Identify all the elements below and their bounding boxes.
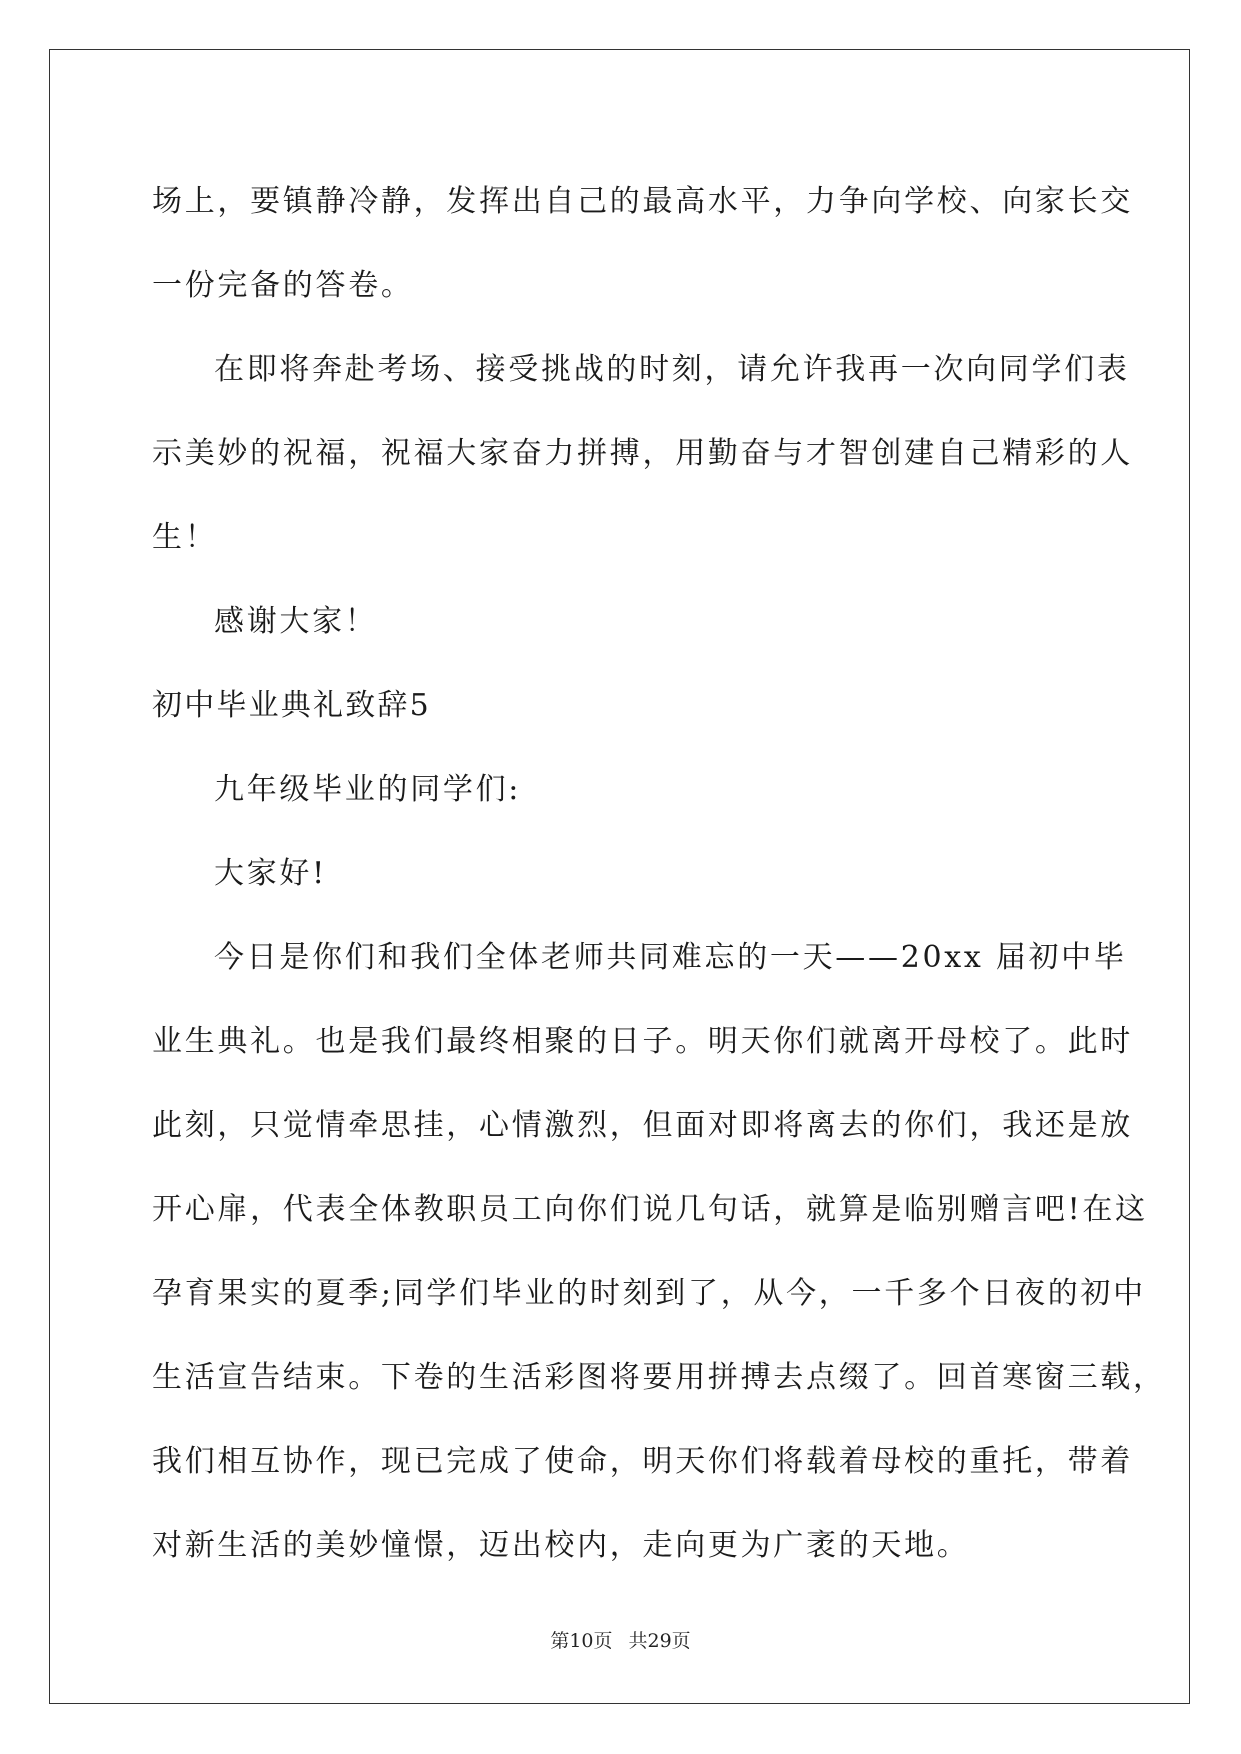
paragraph-line: 生！ [152, 520, 218, 555]
paragraph-line: 对新生活的美妙憧憬，迈出校内，走向更为广袤的天地。 [152, 1528, 970, 1563]
paragraph-line: 孕育果实的夏季;同学们毕业的时刻到了，从今，一千多个日夜的初中 [152, 1276, 1146, 1311]
paragraph-line: 示美妙的祝福，祝福大家奋力拼搏，用勤奋与才智创建自己精彩的人 [152, 436, 1133, 471]
section-heading: 初中毕业典礼致辞5 [152, 688, 431, 723]
document-body [152, 160, 1166, 1588]
paragraph-line: 今日是你们和我们全体老师共同难忘的一天——20xx 届初中毕 [214, 940, 1127, 975]
paragraph-line: 在即将奔赴考场、接受挑战的时刻，请允许我再一次向同学们表 [214, 352, 1130, 387]
page-total: 共29页 [628, 1630, 691, 1652]
salutation: 九年级毕业的同学们: [214, 772, 522, 807]
paragraph-line: 此刻，只觉情牵思挂，心情激烈，但面对即将离去的你们，我还是放 [152, 1108, 1133, 1143]
page-footer [0, 1626, 1241, 1653]
paragraph-line: 场上，要镇静冷静，发挥出自己的最高水平，力争向学校、向家长交 [152, 184, 1133, 219]
paragraph-line: 一份完备的答卷。 [152, 268, 414, 303]
paragraph-line: 生活宣告结束。下卷的生活彩图将要用拼搏去点缀了。回首寒窗三载， [152, 1360, 1166, 1395]
paragraph-line: 感谢大家！ [214, 604, 378, 639]
paragraph-line: 我们相互协作，现已完成了使命，明天你们将载着母校的重托，带着 [152, 1444, 1133, 1479]
paragraph-line: 开心扉，代表全体教职员工向你们说几句话，就算是临别赠言吧!在这 [152, 1192, 1148, 1227]
paragraph-line: 业生典礼。也是我们最终相聚的日子。明天你们就离开母校了。此时 [152, 1024, 1133, 1059]
greeting: 大家好! [214, 856, 327, 891]
page-number: 第10页 [550, 1630, 613, 1652]
